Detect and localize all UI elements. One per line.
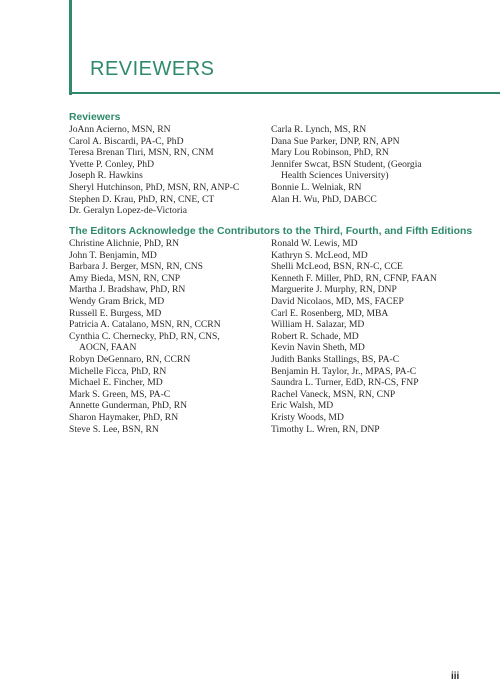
contributor-name: Amy Bieda, MSN, RN, CNP: [69, 272, 181, 284]
contributor-name: William H. Salazar, MD: [271, 319, 365, 331]
reviewer-name: Bonnie L. Welniak, RN: [271, 181, 362, 193]
reviewers-list-right: [271, 124, 422, 205]
contributor-name: Michelle Ficca, PhD, RN: [69, 365, 167, 377]
contributor-name: Saundra L. Turner, EdD, RN-CS, FNP: [271, 377, 419, 389]
contributor-name: Robyn DeGennaro, RN, CCRN: [69, 353, 191, 365]
reviewers-list-left: [69, 124, 239, 217]
reviewer-name: Joseph R. Hawkins: [69, 170, 143, 182]
reviewer-name: JoAnn Acierno, MSN, RN: [69, 124, 171, 135]
contributor-name: Judith Banks Stallings, BS, PA-C: [271, 353, 400, 365]
contributor-name: Marguerite J. Murphy, RN, DNP: [271, 284, 397, 296]
reviewer-name: Carol A. Biscardi, PA-C, PhD: [69, 135, 184, 147]
reviewer-name: Yvette P. Conley, PhD: [69, 158, 155, 170]
contributor-name: Rachel Vaneck, MSN, RN, CNP: [271, 388, 396, 400]
contributors-list-right: [271, 238, 437, 435]
contributor-name: John T. Benjamin, MD: [69, 249, 157, 261]
header-horizontal-rule: [69, 92, 500, 94]
reviewer-name: Jennifer Swcat, BSN Student, (Georgia: [271, 158, 422, 170]
reviewer-name: Dr. Geralyn Lopez-de-Victoria: [69, 205, 187, 217]
reviewers-heading: Reviewers: [69, 112, 121, 123]
contributor-name: Benjamin H. Taylor, Jr., MPAS, PA-C: [271, 365, 417, 377]
page-number: iii: [451, 671, 460, 682]
contributor-name-continued: AOCN, FAAN: [79, 342, 137, 354]
contributor-name: Eric Walsh, MD: [271, 400, 334, 412]
contributor-name: Kristy Woods, MD: [271, 411, 344, 423]
reviewer-name: Teresa Brenan Tlıri, MSN, RN, CNM: [69, 147, 214, 159]
contributor-name: Russell E. Burgess, MD: [69, 307, 162, 319]
contributor-name: Annette Gunderman, PhD, RN: [69, 400, 188, 412]
contributor-name: Carl E. Rosenberg, MD, MBA: [271, 307, 389, 319]
contributor-name: Barbara J. Berger, MSN, RN, CNS: [69, 261, 204, 273]
page-title: REVIEWERS: [90, 58, 215, 80]
contributors-list-left: [69, 238, 221, 435]
contributor-name: Mark S. Green, MS, PA-C: [69, 388, 171, 400]
header-vertical-rule: [69, 0, 72, 95]
reviewer-name: Carla R. Lynch, MS, RN: [271, 124, 367, 135]
contributor-name: Patricia A. Catalano, MSN, RN, CCRN: [69, 319, 221, 331]
contributor-name: Steve S. Lee, BSN, RN: [69, 423, 159, 435]
contributor-name: Shelli McLeod, BSN, RN-C, CCE: [271, 261, 403, 273]
reviewer-name: Sheryl Hutchinson, PhD, MSN, RN, ANP-C: [69, 181, 240, 193]
contributor-name: Robert R. Schade, MD: [271, 330, 359, 342]
contributor-name: Christine Alichnie, PhD, RN: [69, 238, 180, 249]
contributor-name: Martha J. Bradshaw, PhD, RN: [69, 284, 186, 296]
contributor-name: David Nicolaos, MD, MS, FACEP: [271, 295, 404, 307]
contributors-heading: The Editors Acknowledge the Contributors to the Third, Fourth, and Fifth Editions: [69, 226, 473, 237]
reviewer-name: Dana Sue Parker, DNP, RN, APN: [271, 135, 400, 147]
contributor-name: Wendy Gram Brick, MD: [69, 295, 165, 307]
reviewer-name: Mary Lou Robinson, PhD, RN: [271, 147, 389, 159]
contributor-name: Kenneth F. Miller, PhD, RN, CFNP, FAAN: [271, 272, 437, 284]
contributor-name: Sharon Haymaker, PhD, RN: [69, 411, 179, 423]
contributor-name: Ronald W. Lewis, MD: [271, 238, 358, 249]
contributor-name: Cynthia C. Chernecky, PhD, RN, CNS,: [69, 330, 220, 342]
reviewer-name-continued: Health Sciences University): [281, 170, 389, 182]
contributor-name: Michael E. Fincher, MD: [69, 377, 163, 389]
contributor-name: Kathryn S. McLeod, MD: [271, 249, 368, 261]
reviewer-name: Stephen D. Krau, PhD, RN, CNE, CT: [69, 193, 215, 205]
contributor-name: Timothy L. Wren, RN, DNP: [271, 423, 380, 435]
reviewer-name: Alan H. Wu, PhD, DABCC: [271, 193, 377, 205]
contributor-name: Kevin Navin Sheth, MD: [271, 342, 365, 354]
